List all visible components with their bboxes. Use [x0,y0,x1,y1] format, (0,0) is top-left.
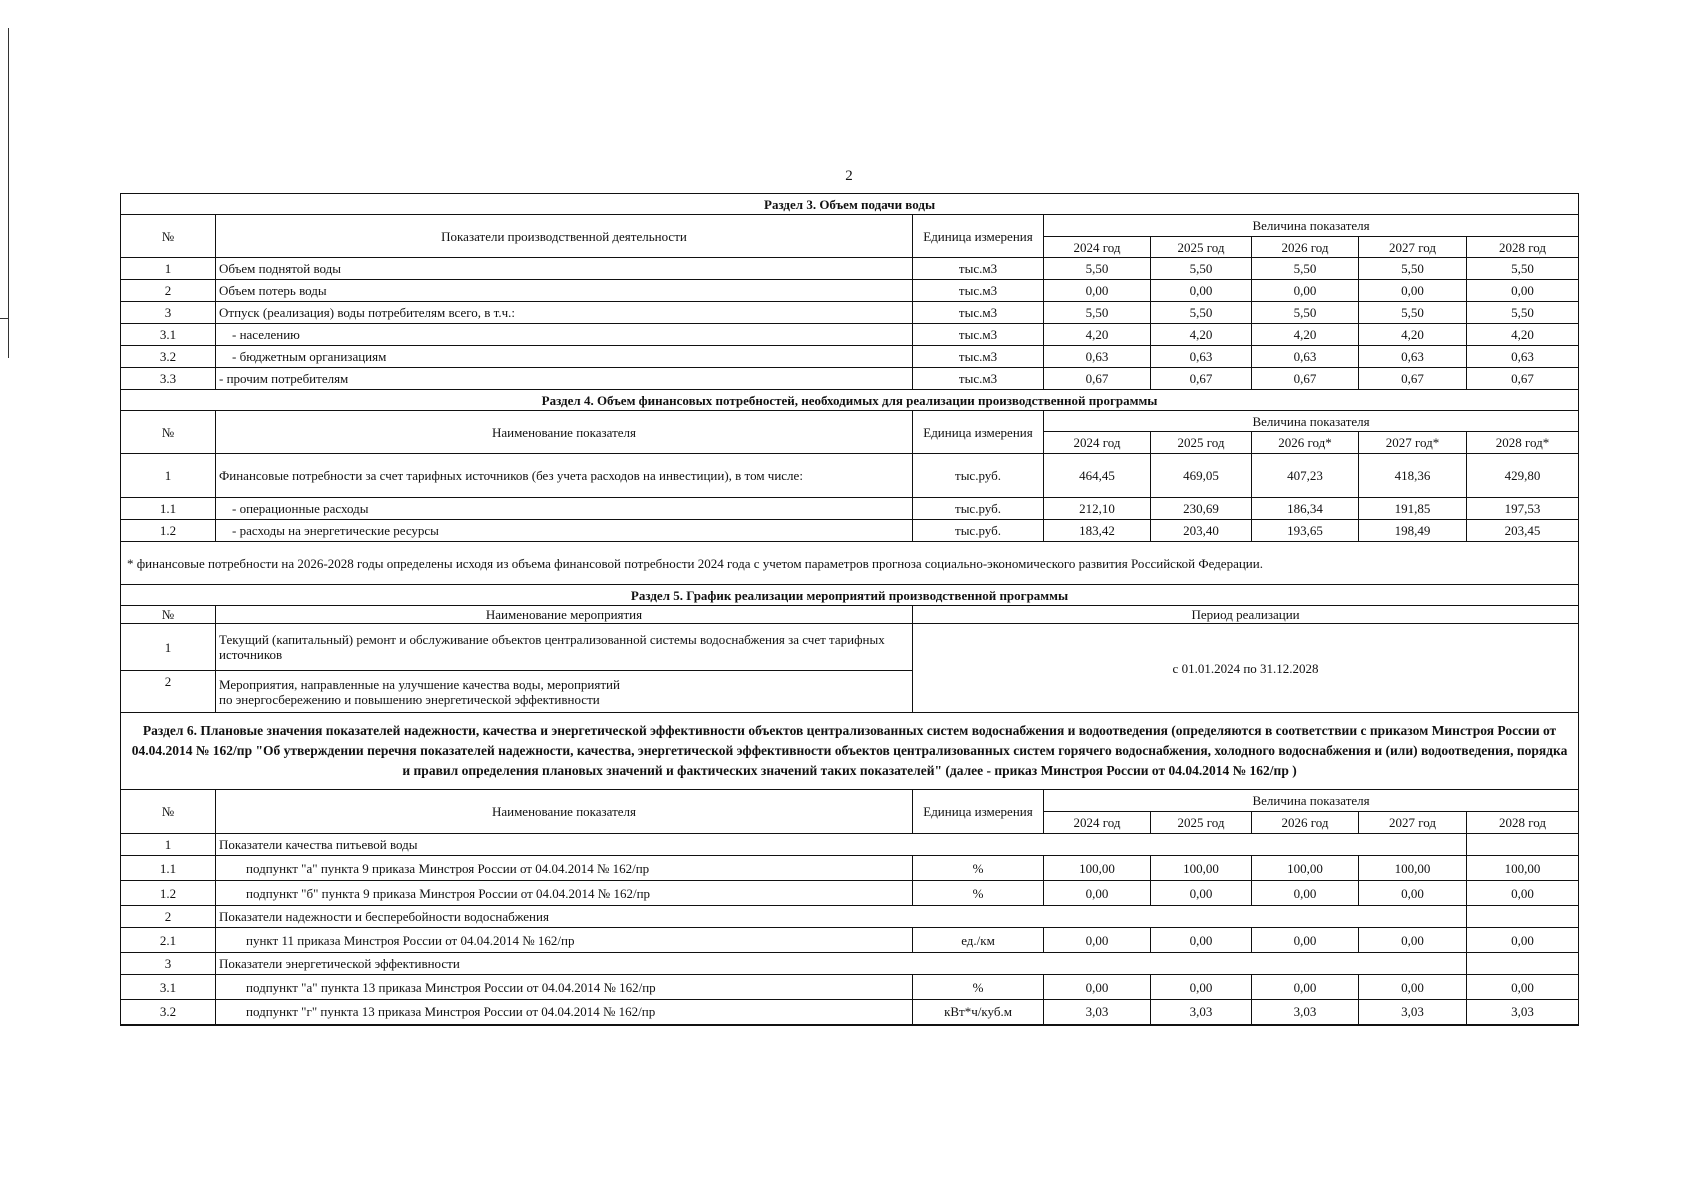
value-cell: 0,00 [1044,975,1151,1000]
section3-year-2027: 2027 год [1359,237,1467,258]
section3-year-2028: 2028 год [1467,237,1579,258]
row-name-line: по энергосбережению и повышению энергетической эффективности [219,691,600,707]
table-row [121,520,1579,542]
value-cell: 0,63 [1467,346,1579,368]
section4-year-2027: 2027 год* [1359,432,1467,454]
value-cell: 5,50 [1252,302,1359,324]
value-cell: 0,67 [1359,368,1467,390]
table-row [121,624,1579,671]
value-cell: 0,67 [1467,368,1579,390]
section6-col-no: № [121,790,216,834]
section3-col-name: Показатели производственной деятельности [216,215,913,258]
value-cell: 0,00 [1467,928,1579,953]
value-cell: 0,00 [1467,881,1579,906]
value-cell: 0,00 [1252,280,1359,302]
row-no: 3.1 [121,975,216,1000]
group-row [121,953,1579,975]
value-cell: 0,00 [1151,975,1252,1000]
row-unit: % [913,856,1044,881]
value-cell: 0,00 [1151,928,1252,953]
value-cell: 3,03 [1467,1000,1579,1025]
table-row [121,454,1579,498]
table-row [121,1000,1579,1025]
value-cell: 4,20 [1151,324,1252,346]
row-unit: кВт*ч/куб.м [913,1000,1044,1025]
section6-col-value: Величина показателя [1044,790,1579,812]
row-name: Объем потерь воды [216,280,913,302]
value-cell: 0,63 [1151,346,1252,368]
row-name: подпункт "а" пункта 13 приказа Минстроя России от 04.04.2014 № 162/пр [216,975,913,1000]
value-cell: 418,36 [1359,454,1467,498]
section3-col-value: Величина показателя [1044,215,1579,237]
table-row [121,928,1579,953]
value-cell: 197,53 [1467,498,1579,520]
document-sheet [120,193,1578,1026]
row-name: - населению [216,324,913,346]
table-row [121,324,1579,346]
table-row [121,881,1579,906]
row-no: 1 [121,258,216,280]
empty-cell [1467,834,1579,856]
row-name: подпункт "а" пункта 9 приказа Минстроя России от 04.04.2014 № 162/пр [216,856,913,881]
section3-title: Раздел 3. Объем подачи воды [121,194,1579,215]
row-unit: тыс.м3 [913,302,1044,324]
empty-cell [1467,953,1579,975]
value-cell: 407,23 [1252,454,1359,498]
section3-year-2024: 2024 год [1044,237,1151,258]
value-cell: 3,03 [1252,1000,1359,1025]
section6-year-2025: 2025 год [1151,812,1252,834]
value-cell: 0,67 [1252,368,1359,390]
value-cell: 5,50 [1467,302,1579,324]
row-name: подпункт "б" пункта 9 приказа Минстроя России от 04.04.2014 № 162/пр [216,881,913,906]
value-cell: 5,50 [1151,258,1252,280]
table-row [121,498,1579,520]
table-row [121,975,1579,1000]
row-name: - прочим потребителям [216,368,913,390]
group-name: Показатели качества питьевой воды [216,834,1467,856]
page-number: 2 [845,168,853,184]
value-cell: 0,63 [1252,346,1359,368]
section4-year-2025: 2025 год [1151,432,1252,454]
row-name: Отпуск (реализация) воды потребителям всего, в т.ч.: [216,302,913,324]
section4-year-2026: 2026 год* [1252,432,1359,454]
group-no: 1 [121,834,216,856]
value-cell: 100,00 [1467,856,1579,881]
row-no: 1.2 [121,881,216,906]
row-unit: ед./км [913,928,1044,953]
row-no: 3 [121,302,216,324]
value-cell: 0,67 [1151,368,1252,390]
value-cell: 0,00 [1151,881,1252,906]
group-row [121,834,1579,856]
value-cell: 0,00 [1252,928,1359,953]
row-no: 3.2 [121,1000,216,1025]
row-name: Финансовые потребности за счет тарифных источников (без учета расходов на инвестиции), в том числе: [216,454,913,498]
value-cell: 0,63 [1044,346,1151,368]
section4-footnote: * финансовые потребности на 2026-2028 годы определены исходя из объема финансовой потребности 2024 года с учетом параметров прогноза социально-экономического развития Российской Федерации. [121,542,1579,585]
row-no: 3.3 [121,368,216,390]
section6-year-2028: 2028 год [1467,812,1579,834]
section4-year-2028: 2028 год* [1467,432,1579,454]
value-cell: 0,67 [1044,368,1151,390]
value-cell: 198,49 [1359,520,1467,542]
value-cell: 100,00 [1151,856,1252,881]
section6-year-2026: 2026 год [1252,812,1359,834]
section3-year-2026: 2026 год [1252,237,1359,258]
value-cell: 4,20 [1044,324,1151,346]
value-cell: 0,00 [1044,280,1151,302]
value-cell: 100,00 [1359,856,1467,881]
section5-col-period: Период реализации [913,606,1579,624]
row-no: 1 [121,454,216,498]
row-unit: тыс.м3 [913,346,1044,368]
section6-col-unit: Единица измерения [913,790,1044,834]
table-row [121,302,1579,324]
value-cell: 0,00 [1359,881,1467,906]
row-no: 1.2 [121,520,216,542]
section5-title: Раздел 5. График реализации мероприятий производственной программы [121,585,1579,606]
section3-col-unit: Единица измерения [913,215,1044,258]
row-no: 2.1 [121,928,216,953]
value-cell: 4,20 [1252,324,1359,346]
value-cell: 5,50 [1359,258,1467,280]
section6-col-name: Наименование показателя [216,790,913,834]
value-cell: 464,45 [1044,454,1151,498]
value-cell: 5,50 [1151,302,1252,324]
group-no: 2 [121,906,216,928]
value-cell: 0,00 [1359,975,1467,1000]
row-name [216,671,913,713]
value-cell: 5,50 [1252,258,1359,280]
row-unit: тыс.руб. [913,520,1044,542]
section6-title: Раздел 6. Плановые значения показателей надежности, качества и энергетической эффективности объектов централизованных систем водоснабжения и водоотведения (определяются в соответствии с приказом Минстроя России от 04.04.2014 № 162/пр "Об утверждении перечня показателей надежности, качества, энергетической эффективности объектов централизованных систем горячего водоснабжения, холодного водоснабжения и (или) водоотведения, порядка и правил определения плановых значений и фактических значений таких показателей" (далее - приказ Минстроя России от 04.04.2014 № 162/пр ) [121,713,1579,790]
value-cell: 3,03 [1359,1000,1467,1025]
row-name-line: Мероприятия, направленные на улучшение качества воды, мероприятий [219,676,620,692]
row-name: - операционные расходы [216,498,913,520]
value-cell: 0,00 [1151,280,1252,302]
section4-col-name: Наименование показателя [216,411,913,454]
section6-year-2027: 2027 год [1359,812,1467,834]
value-cell: 5,50 [1467,258,1579,280]
row-no: 3.2 [121,346,216,368]
section6-year-2024: 2024 год [1044,812,1151,834]
row-no: 1 [121,624,216,671]
row-name: - бюджетным организациям [216,346,913,368]
row-name: Объем поднятой воды [216,258,913,280]
row-no: 2 [121,280,216,302]
scan-margin-line [8,28,9,358]
table-row [121,280,1579,302]
value-cell: 0,00 [1467,280,1579,302]
group-name: Показатели энергетической эффективности [216,953,1467,975]
row-no: 2 [121,671,216,713]
value-cell: 4,20 [1467,324,1579,346]
row-name: Текущий (капитальный) ремонт и обслуживание объектов централизованной системы водоснабжения за счет тарифных источников [216,624,913,671]
value-cell: 5,50 [1044,258,1151,280]
value-cell: 429,80 [1467,454,1579,498]
section5-period-value: с 01.01.2024 по 31.12.2028 [913,624,1579,713]
value-cell: 0,00 [1467,975,1579,1000]
value-cell: 203,45 [1467,520,1579,542]
group-no: 3 [121,953,216,975]
group-row [121,906,1579,928]
scan-margin-tick [0,318,9,319]
value-cell: 4,20 [1359,324,1467,346]
section4-year-2024: 2024 год [1044,432,1151,454]
value-cell: 100,00 [1252,856,1359,881]
value-cell: 203,40 [1151,520,1252,542]
group-name: Показатели надежности и бесперебойности водоснабжения [216,906,1467,928]
empty-cell [1467,906,1579,928]
table-row [121,346,1579,368]
value-cell: 0,00 [1252,975,1359,1000]
value-cell: 193,65 [1252,520,1359,542]
row-unit: % [913,881,1044,906]
section4-col-no: № [121,411,216,454]
value-cell: 5,50 [1044,302,1151,324]
row-unit: тыс.руб. [913,454,1044,498]
row-unit: тыс.м3 [913,324,1044,346]
value-cell: 5,50 [1359,302,1467,324]
value-cell: 191,85 [1359,498,1467,520]
value-cell: 0,63 [1359,346,1467,368]
section5-col-name: Наименование мероприятия [216,606,913,624]
value-cell: 0,00 [1044,881,1151,906]
section4-col-unit: Единица измерения [913,411,1044,454]
row-unit: % [913,975,1044,1000]
section4-col-value: Величина показателя [1044,411,1579,432]
row-unit: тыс.руб. [913,498,1044,520]
table-row [121,856,1579,881]
value-cell: 230,69 [1151,498,1252,520]
value-cell: 3,03 [1151,1000,1252,1025]
row-name: - расходы на энергетические ресурсы [216,520,913,542]
table-row [121,258,1579,280]
value-cell: 0,00 [1044,928,1151,953]
value-cell: 100,00 [1044,856,1151,881]
row-no: 3.1 [121,324,216,346]
row-no: 1.1 [121,856,216,881]
section3-col-no: № [121,215,216,258]
value-cell: 0,00 [1359,280,1467,302]
row-unit: тыс.м3 [913,368,1044,390]
row-name: подпункт "г" пункта 13 приказа Минстроя России от 04.04.2014 № 162/пр [216,1000,913,1025]
value-cell: 212,10 [1044,498,1151,520]
section4-title: Раздел 4. Объем финансовых потребностей, необходимых для реализации производственной программы [121,390,1579,411]
row-no: 1.1 [121,498,216,520]
value-cell: 183,42 [1044,520,1151,542]
production-program-table [120,193,1579,1026]
row-name: пункт 11 приказа Минстроя России от 04.04.2014 № 162/пр [216,928,913,953]
value-cell: 0,00 [1359,928,1467,953]
value-cell: 469,05 [1151,454,1252,498]
section5-col-no: № [121,606,216,624]
table-row [121,368,1579,390]
row-unit: тыс.м3 [913,258,1044,280]
value-cell: 0,00 [1252,881,1359,906]
section3-year-2025: 2025 год [1151,237,1252,258]
value-cell: 186,34 [1252,498,1359,520]
row-unit: тыс.м3 [913,280,1044,302]
value-cell: 3,03 [1044,1000,1151,1025]
